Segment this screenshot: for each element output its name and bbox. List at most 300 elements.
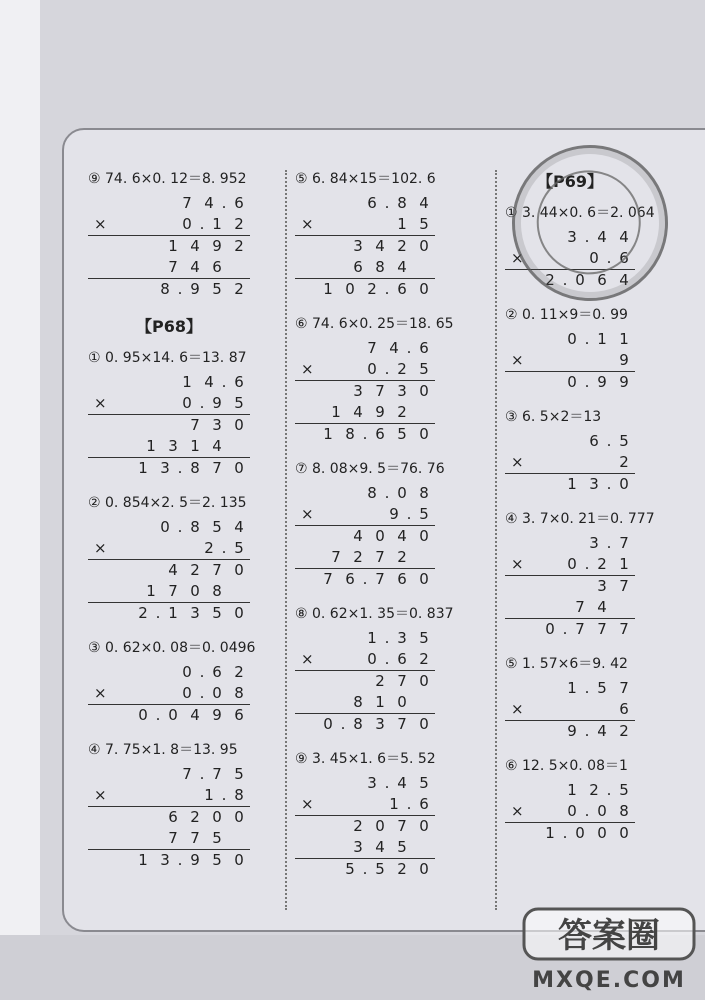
digit: 9 — [212, 706, 222, 724]
digit: 2 — [589, 781, 599, 799]
calculation-row — [505, 721, 635, 742]
digit: 2 — [190, 561, 200, 579]
row-digits — [561, 721, 635, 742]
calculation-row — [295, 569, 435, 590]
row-digits — [347, 381, 435, 402]
digit: 4 — [597, 722, 607, 740]
row-digits — [591, 576, 635, 597]
row-digits — [325, 402, 435, 423]
digit: 5 — [419, 629, 429, 647]
digit: 7 — [168, 582, 178, 600]
digit: 5 — [345, 860, 355, 878]
digit: 4 — [353, 403, 363, 421]
calculation-row — [88, 415, 250, 436]
digit: 1 — [182, 373, 192, 391]
calculation-row — [88, 785, 250, 807]
digit: . — [606, 781, 612, 799]
digit: 6 — [234, 373, 244, 391]
row-digits — [162, 257, 250, 278]
digit: 4 — [397, 774, 407, 792]
digit: 6 — [345, 570, 355, 588]
digit: 2 — [419, 650, 429, 668]
multiply-sign: × — [511, 555, 524, 573]
row-digits — [583, 431, 635, 452]
digit: 9 — [597, 373, 607, 391]
digit: 3 — [589, 475, 599, 493]
digit: 4 — [375, 838, 385, 856]
row-digits — [176, 214, 250, 235]
digit: . — [562, 824, 568, 842]
calculation-row — [88, 372, 250, 393]
svg-text:答案圈: 答案圈 — [558, 916, 660, 956]
row-digits — [162, 236, 250, 257]
problem-spacer — [88, 300, 250, 310]
page-heading: 【P68】 — [136, 317, 202, 336]
calculation-row — [505, 823, 635, 844]
calculation-row — [505, 597, 635, 619]
digit: 1 — [597, 330, 607, 348]
row-digits — [339, 859, 435, 880]
digit: . — [584, 722, 590, 740]
digit: 1 — [397, 215, 407, 233]
digit: 0 — [619, 824, 629, 842]
problem-spacer — [88, 871, 250, 881]
multiply-sign: × — [301, 215, 314, 233]
digit: 0 — [575, 271, 585, 289]
multiplication-problem — [88, 165, 250, 310]
digit: 3 — [160, 851, 170, 869]
multiplication-problem — [295, 310, 454, 455]
digit: 7 — [619, 534, 629, 552]
digit: 2 — [353, 817, 363, 835]
row-digits — [613, 350, 635, 371]
multiplication-problem — [88, 489, 250, 634]
multiply-sign: × — [301, 505, 314, 523]
svg-text:MXQE.COM: MXQE.COM — [532, 968, 686, 993]
digit: 5 — [619, 781, 629, 799]
digit: 8 — [234, 684, 244, 702]
digit: 1 — [375, 693, 385, 711]
digit: 3 — [397, 382, 407, 400]
digit: 1 — [619, 330, 629, 348]
digit: 9 — [389, 505, 399, 523]
digit: 9 — [212, 394, 222, 412]
digit: 0 — [168, 706, 178, 724]
multiplication-problem — [295, 600, 454, 745]
digit: 0 — [419, 672, 429, 690]
digit: . — [384, 774, 390, 792]
digit: 8 — [234, 786, 244, 804]
digit: 6 — [367, 194, 377, 212]
digit: . — [155, 604, 161, 622]
calculation-row — [295, 504, 435, 526]
row-digits — [317, 714, 435, 735]
digit: 1 — [389, 795, 399, 813]
answer-column-1 — [88, 165, 256, 881]
digit: 7 — [397, 672, 407, 690]
calculation-row — [505, 329, 635, 350]
digit: . — [384, 629, 390, 647]
digit: 6 — [419, 795, 429, 813]
multiply-sign: × — [301, 795, 314, 813]
digit — [413, 547, 435, 568]
multiply-sign: × — [94, 786, 107, 804]
calculation-row — [295, 214, 435, 236]
watermark-logo — [520, 905, 700, 995]
digit: . — [406, 505, 412, 523]
digit: 8 — [160, 280, 170, 298]
digit: 5 — [212, 829, 222, 847]
row-digits — [361, 649, 435, 670]
calculation-row — [295, 547, 435, 569]
digit: 3 — [375, 715, 385, 733]
digit: 0 — [567, 373, 577, 391]
calculation-row — [295, 424, 435, 445]
digit: 0 — [567, 330, 577, 348]
digit: 2 — [619, 453, 629, 471]
page-heading: 【P69】 — [537, 172, 603, 191]
digit: 2 — [204, 539, 214, 557]
calculation-row — [505, 554, 635, 576]
digit: 7 — [212, 765, 222, 783]
problem-equation: ② 0. 11×9＝0. 99 — [505, 307, 628, 323]
digit: 8 — [212, 582, 222, 600]
digit: . — [584, 802, 590, 820]
digit: . — [221, 786, 227, 804]
digit: 1 — [146, 582, 156, 600]
row-digits — [154, 517, 250, 538]
digit: . — [584, 330, 590, 348]
multiplication-problem — [505, 505, 655, 650]
digit: 8 — [397, 194, 407, 212]
digit: 1 — [619, 555, 629, 573]
digit: 2 — [397, 548, 407, 566]
calculation-row — [88, 236, 250, 257]
digit: 4 — [375, 237, 385, 255]
digit: 0 — [234, 604, 244, 622]
digit: . — [199, 215, 205, 233]
calculation-row — [295, 837, 435, 859]
digit: 8 — [619, 802, 629, 820]
digit: 3 — [353, 237, 363, 255]
digit: 1 — [168, 604, 178, 622]
digit: . — [362, 570, 368, 588]
digit: . — [562, 271, 568, 289]
digit: 0 — [234, 459, 244, 477]
calculation-row — [88, 560, 250, 581]
digit: 1 — [567, 475, 577, 493]
digit: 5 — [234, 394, 244, 412]
digit: 0 — [567, 555, 577, 573]
digit: . — [199, 765, 205, 783]
digit: 3 — [567, 228, 577, 246]
digit: 7 — [375, 548, 385, 566]
multiply-sign: × — [301, 650, 314, 668]
digit: 3 — [367, 774, 377, 792]
digit: 5 — [234, 539, 244, 557]
digit: 0 — [375, 817, 385, 835]
row-digits — [561, 554, 635, 575]
digit: 5 — [397, 838, 407, 856]
digit: 2 — [397, 360, 407, 378]
row-digits — [361, 483, 435, 504]
digit: 7 — [575, 620, 585, 638]
calculation-row — [88, 214, 250, 236]
problem-equation: ⑨ 74. 6×0. 12＝8. 952 — [88, 171, 247, 187]
digit: . — [584, 679, 590, 697]
digit: 5 — [419, 360, 429, 378]
digit: 7 — [212, 561, 222, 579]
digit — [228, 257, 250, 278]
digit: 7 — [375, 570, 385, 588]
digit: 9 — [619, 373, 629, 391]
calculation-row — [295, 381, 435, 402]
problem-equation: ⑤ 6. 84×15＝102. 6 — [295, 171, 436, 187]
digit: 4 — [619, 271, 629, 289]
row-digits — [569, 597, 635, 618]
digit: 2 — [545, 271, 555, 289]
calculation-row — [505, 576, 635, 597]
digit: 1 — [138, 459, 148, 477]
row-digits — [325, 547, 435, 568]
digit: 3 — [589, 534, 599, 552]
digit: 7 — [367, 339, 377, 357]
row-digits — [317, 569, 435, 590]
digit: 7 — [212, 459, 222, 477]
calculation-row — [295, 649, 435, 671]
digit: 7 — [619, 620, 629, 638]
digit: 6 — [168, 808, 178, 826]
digit: 9 — [567, 722, 577, 740]
digit: 5 — [397, 425, 407, 443]
row-digits — [347, 257, 435, 278]
digit: 0 — [419, 237, 429, 255]
digit: 7 — [182, 194, 192, 212]
digit: 8 — [353, 715, 363, 733]
row-digits — [198, 785, 250, 806]
problem-equation: ③ 0. 62×0. 08＝0. 0496 — [88, 640, 256, 656]
calculation-row — [88, 807, 250, 828]
digit: 0 — [419, 527, 429, 545]
digit: 0 — [234, 416, 244, 434]
digit: 6 — [397, 570, 407, 588]
calculation-row — [88, 603, 250, 624]
digit: 6 — [234, 194, 244, 212]
row-digits — [561, 329, 635, 350]
digit: 9 — [375, 403, 385, 421]
digit: 5 — [419, 215, 429, 233]
digit: 0 — [397, 484, 407, 502]
digit: 1 — [367, 629, 377, 647]
digit — [228, 581, 250, 602]
calculation-row — [295, 526, 435, 547]
digit: 9 — [190, 280, 200, 298]
digit: . — [199, 394, 205, 412]
digit: 4 — [353, 527, 363, 545]
problem-equation: ⑦ 8. 08×9. 5＝76. 76 — [295, 461, 445, 477]
digit: 7 — [168, 258, 178, 276]
digit: 1 — [146, 437, 156, 455]
row-digits — [539, 823, 635, 844]
digit: 5 — [619, 432, 629, 450]
calculation-row — [295, 794, 435, 816]
row-digits — [391, 214, 435, 235]
digit: . — [562, 620, 568, 638]
digit: . — [406, 795, 412, 813]
digit: 4 — [168, 561, 178, 579]
problem-spacer — [88, 726, 250, 736]
multiply-sign: × — [511, 700, 524, 718]
digit — [413, 257, 435, 278]
row-digits — [154, 279, 250, 300]
digit: 6 — [212, 258, 222, 276]
digit: 7 — [331, 548, 341, 566]
digit: . — [221, 194, 227, 212]
multiply-sign: × — [94, 684, 107, 702]
digit: 6 — [397, 280, 407, 298]
digit: 6 — [419, 339, 429, 357]
digit: 5 — [419, 774, 429, 792]
digit: 7 — [575, 598, 585, 616]
row-digits — [132, 850, 250, 871]
problem-equation: ⑥ 74. 6×0. 25＝18. 65 — [295, 316, 454, 332]
digit: 7 — [182, 765, 192, 783]
digit — [413, 402, 435, 423]
digit: 0 — [419, 382, 429, 400]
digit: 4 — [204, 194, 214, 212]
multiply-sign: × — [511, 249, 524, 267]
row-digits — [176, 662, 250, 683]
digit: 0 — [375, 527, 385, 545]
problem-equation: ② 0. 854×2. 5＝2. 135 — [88, 495, 247, 511]
digit: 0 — [567, 802, 577, 820]
multiply-sign: × — [94, 215, 107, 233]
digit: 9 — [212, 237, 222, 255]
digit: 4 — [234, 518, 244, 536]
row-digits — [361, 628, 435, 649]
digit: 6 — [619, 249, 629, 267]
calculation-row — [295, 671, 435, 692]
row-digits — [184, 415, 250, 436]
digit: 0 — [619, 475, 629, 493]
digit: 2 — [190, 808, 200, 826]
calculation-row — [295, 338, 435, 359]
digit: 2 — [597, 555, 607, 573]
digit: 6 — [212, 663, 222, 681]
digit: . — [362, 860, 368, 878]
calculation-row — [88, 662, 250, 683]
calculation-row — [88, 850, 250, 871]
digit: . — [384, 650, 390, 668]
calculation-row — [88, 458, 250, 479]
digit: 0 — [419, 425, 429, 443]
problem-spacer — [505, 742, 635, 752]
digit: 4 — [397, 527, 407, 545]
digit: 0 — [419, 280, 429, 298]
calculation-row — [295, 236, 435, 257]
multiply-sign: × — [94, 539, 107, 557]
digit: 7 — [190, 829, 200, 847]
digit: 0 — [419, 817, 429, 835]
digit: 4 — [389, 339, 399, 357]
problem-equation: ⑨ 3. 45×1. 6＝5. 52 — [295, 751, 436, 767]
digit: 0 — [234, 808, 244, 826]
digit: 4 — [397, 258, 407, 276]
row-digits — [539, 619, 635, 640]
digit: 7 — [375, 382, 385, 400]
column-divider-2 — [495, 170, 497, 910]
calculation-row — [88, 517, 250, 538]
multiplication-problem — [505, 301, 635, 403]
row-digits — [162, 828, 250, 849]
row-digits — [176, 372, 250, 393]
row-digits — [383, 504, 435, 525]
row-digits — [198, 538, 250, 559]
calculation-row — [295, 816, 435, 837]
digit: 1 — [567, 781, 577, 799]
problem-spacer — [505, 640, 635, 650]
digit: 6 — [597, 271, 607, 289]
digit: 6 — [619, 700, 629, 718]
digit: 6 — [353, 258, 363, 276]
problem-spacer — [295, 590, 435, 600]
digit: 4 — [190, 237, 200, 255]
multiply-sign: × — [511, 453, 524, 471]
multiplication-problem — [295, 165, 435, 310]
digit: . — [606, 249, 612, 267]
digit: 0 — [597, 824, 607, 842]
answer-column-2 — [295, 165, 454, 890]
digit: . — [177, 518, 183, 536]
digit: 3 — [597, 577, 607, 595]
digit: 2 — [367, 280, 377, 298]
digit: 7 — [168, 829, 178, 847]
digit: . — [155, 706, 161, 724]
multiplication-problem — [295, 745, 435, 890]
digit: 0 — [367, 360, 377, 378]
digit: 7 — [397, 715, 407, 733]
page-edge — [0, 0, 40, 1000]
digit: 1 — [138, 851, 148, 869]
row-digits — [176, 193, 250, 214]
digit: 1 — [323, 425, 333, 443]
digit: 1 — [323, 280, 333, 298]
row-digits — [583, 533, 635, 554]
row-digits — [347, 692, 435, 713]
row-digits — [140, 436, 250, 457]
problem-spacer — [88, 479, 250, 489]
multiplication-problem — [88, 344, 250, 489]
multiplication-problem — [505, 403, 635, 505]
column-divider-1 — [285, 170, 287, 910]
digit: 0 — [367, 650, 377, 668]
row-digits — [317, 424, 435, 445]
calculation-row — [505, 474, 635, 495]
digit: 2 — [397, 237, 407, 255]
digit: . — [221, 539, 227, 557]
digit: 2 — [619, 722, 629, 740]
digit: 4 — [190, 258, 200, 276]
digit: . — [384, 280, 390, 298]
digit: 1 — [204, 786, 214, 804]
digit: 0 — [419, 715, 429, 733]
calculation-row — [505, 452, 635, 474]
problem-spacer — [505, 393, 635, 403]
digit: . — [362, 425, 368, 443]
digit: 4 — [419, 194, 429, 212]
digit: 8 — [190, 518, 200, 536]
multiply-sign: × — [511, 351, 524, 369]
